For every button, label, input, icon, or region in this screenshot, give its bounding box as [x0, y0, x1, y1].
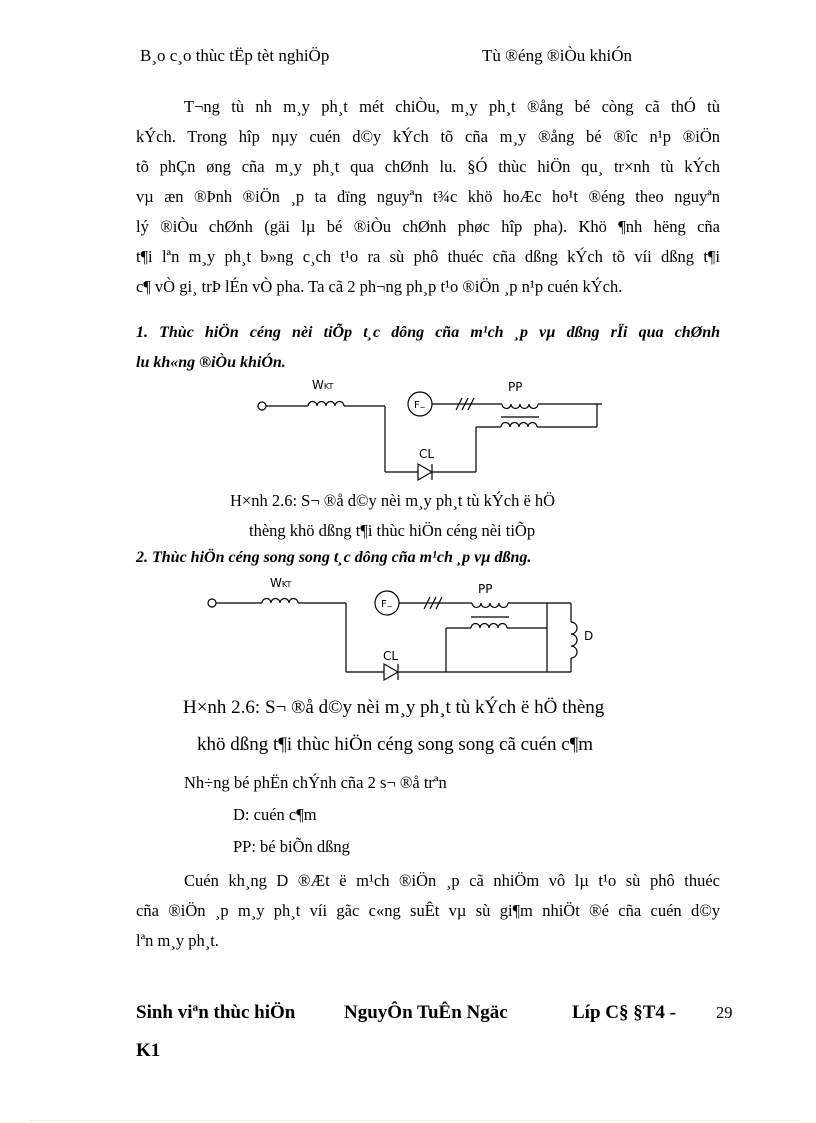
- circuit-diagram-2: [200, 574, 600, 686]
- transformer-coil-top: [502, 404, 538, 409]
- transformer-coil-top: [472, 603, 508, 608]
- transformer-coil-bottom: [501, 423, 537, 428]
- header-right: Tù ®éng ®iÒu khiÓn: [482, 46, 633, 65]
- paragraph-1-line: vµ æn ®Þnh ®iÖn ¸p ta dïng nguyªn t¾c khö hoÆc ho¹t ®éng theo nguyªn: [136, 187, 720, 206]
- paragraph-2: [136, 866, 720, 956]
- generator-label: $F_\sim$: [381, 599, 393, 611]
- header-left: B¸o c¸o thùc tËp tèt nghiÖp: [140, 46, 330, 65]
- paragraph-2-line: cña ®iÖn ¸p m¸y ph¸t víi gãc c«ng suÊt vµ sù gi¶m nhiÖt ®é cña cuén d©y: [136, 901, 720, 920]
- paragraph-1-line: lý ®iÒu chØnh (gäi lµ bé ®iÒu chØnh phøc hîp pha). Khö ¶nh hëng cña: [136, 217, 720, 236]
- choke-coil: [571, 622, 577, 658]
- winding-label: WKT: [312, 378, 334, 392]
- paragraph-1-line: tõ phÇn øng cña m¸y ph¸t qua chØnh lu. §Ó thùc hiÖn qu¸ tr×nh tù kÝch: [136, 157, 720, 176]
- terminal-icon: [208, 599, 216, 607]
- heading-1-line: lu kh«ng ®iÒu khiÓn.: [136, 354, 286, 371]
- circuit-diagram-1: [250, 378, 610, 486]
- choke-label: D: [584, 629, 594, 643]
- parts-item: D: cuén c¶m: [233, 805, 317, 824]
- rectifier-label: CL: [383, 649, 399, 663]
- paragraph-2-line: Cuén kh¸ng D ®Æt ë m¹ch ®iÖn ¸p cã nhiÖm vô lµ t¹o sù phô thuéc: [184, 871, 720, 890]
- transformer-label: PP: [508, 380, 523, 394]
- figure-2-caption-line: H×nh 2.6: S¬ ®å d©y nèi m¸y ph¸t tù kÝch ë hÖ thèng: [183, 697, 605, 718]
- paragraph-1: [136, 92, 720, 302]
- winding-label: WKT: [270, 576, 292, 590]
- figure-1-caption-line: H×nh 2.6: S¬ ®å d©y nèi m¸y ph¸t tù kÝch ë hÖ: [230, 491, 556, 510]
- footer-student-label: Sinh viªn thùc hiÖn: [136, 1002, 296, 1023]
- bottom-dotted-rule: [30, 1120, 800, 1121]
- paragraph-1-line: t¶i lªn m¸y ph¸t b»ng c¸ch t¹o ra sù phô thuéc cña dßng kÝch tõ víi dßng t¶i: [136, 247, 720, 266]
- winding-coil: [262, 599, 298, 604]
- heading-1: [136, 318, 720, 378]
- transformer-coil-bottom: [471, 624, 507, 629]
- rectifier-label: CL: [419, 447, 435, 461]
- page-number: 29: [716, 1003, 733, 1022]
- rectifier-diode: [384, 664, 398, 680]
- footer-class: Líp C§ §T4 -: [572, 1002, 676, 1023]
- rectifier-diode: [418, 464, 432, 480]
- figure-2-caption-line: khö dßng t¶i thùc hiÖn céng song song cã cuén c¶m: [197, 734, 594, 755]
- terminal-icon: [258, 402, 266, 410]
- parts-intro: Nh÷ng bé phËn chÝnh cña 2 s¬ ®å trªn: [184, 773, 447, 792]
- footer-student-name: NguyÔn TuÊn Ngäc: [344, 1002, 508, 1023]
- paragraph-1-line: T¬ng tù nh m¸y ph¸t mét chiÒu, m¸y ph¸t ®ång bé còng cã thÓ tù: [184, 97, 720, 116]
- transformer-label: PP: [478, 582, 493, 596]
- paragraph-2-line: lªn m¸y ph¸t.: [136, 931, 219, 950]
- heading-2: 2. Thùc hiÖn céng song song t¸c dông cña m¹ch ¸p vµ dßng.: [136, 549, 532, 566]
- paragraph-1-line: kÝch. Trong hîp nµy cuén d©y kÝch tõ cña m¸y ®ång bé ®îc n¹p ®iÖn: [136, 127, 720, 146]
- figure-1-caption-line: thèng khö dßng t¶i thùc hiÖn céng nèi tiÕp: [249, 521, 536, 540]
- paragraph-1-line: c¶ vÒ gi¸ trÞ lÉn vÒ pha. Ta cã 2 ph¬ng ph¸p t¹o ®iÖn ¸p n¹p cuén kÝch.: [136, 277, 623, 296]
- heading-1-line: 1. Thùc hiÖn céng nèi tiÕp t¸c dông cña m¹ch ¸p vµ dßng rÏi qua chØnh: [136, 324, 720, 341]
- winding-coil: [308, 402, 344, 407]
- parts-item: PP: bé biÕn dßng: [233, 837, 350, 856]
- footer-class-cont: K1: [136, 1040, 161, 1061]
- generator-label: $F_\sim$: [414, 400, 426, 412]
